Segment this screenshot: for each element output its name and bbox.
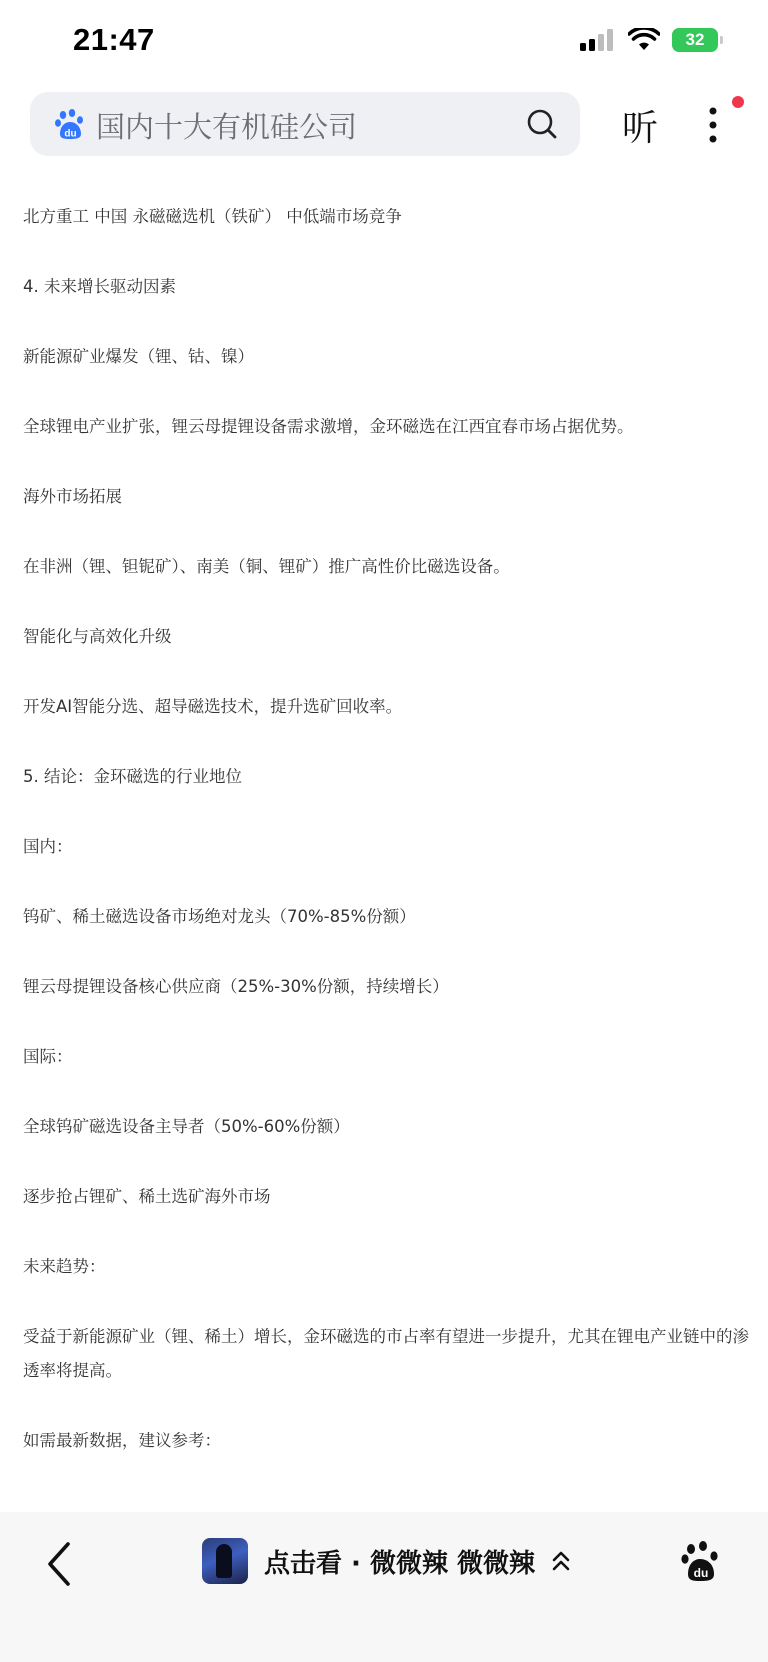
chevron-up-icon xyxy=(551,1549,571,1573)
paragraph: 北方重工 中国 永磁磁选机（铁矿） 中低端市场竞争 xyxy=(23,207,402,226)
paragraph: 钨矿、稀土磁选设备市场绝对龙头（70%-85%份额） xyxy=(23,907,416,926)
paragraph: 开发AI智能分选、超导磁选技术，提升选矿回收率。 xyxy=(23,697,403,716)
article-content xyxy=(23,200,763,1494)
section-heading: 4. 未来增长驱动因素 xyxy=(23,277,176,296)
back-arrow-icon[interactable] xyxy=(44,1540,74,1588)
paragraph: 海外市场拓展 xyxy=(23,487,122,506)
paragraph: 如需最新数据，建议参考： xyxy=(23,1431,221,1450)
cellular-signal-icon xyxy=(580,29,616,51)
search-icon[interactable] xyxy=(526,108,558,140)
paragraph: 未来趋势： xyxy=(23,1257,106,1276)
search-input[interactable] xyxy=(30,92,580,156)
svg-text:du: du xyxy=(693,1566,709,1580)
paragraph: 国内： xyxy=(23,837,73,856)
search-header xyxy=(0,92,768,158)
baidu-home-icon[interactable] xyxy=(680,1540,720,1582)
clock: 21:47 xyxy=(73,22,155,57)
paragraph: 锂云母提锂设备核心供应商（25%-30%份额，持续增长） xyxy=(23,977,449,996)
paragraph: 逐步抢占锂矿、稀土选矿海外市场 xyxy=(23,1187,271,1206)
section-heading: 5. 结论：金环磁选的行业地位 xyxy=(23,767,242,786)
paragraph: 新能源矿业爆发（锂、钴、镍） xyxy=(23,347,254,366)
wifi-icon xyxy=(628,28,660,52)
more-options-icon[interactable] xyxy=(700,104,726,146)
notification-dot xyxy=(732,96,744,108)
listen-button[interactable]: 听 xyxy=(622,108,659,149)
bottom-toolbar xyxy=(0,1512,768,1662)
paragraph: 全球钨矿磁选设备主导者（50%-60%份额） xyxy=(23,1117,350,1136)
paragraph: 国际： xyxy=(23,1047,73,1066)
status-bar xyxy=(0,0,768,90)
promo-label: 点击看 · 微微辣 微微辣 xyxy=(264,1548,536,1579)
battery-level: 32 xyxy=(685,30,705,49)
status-icons xyxy=(580,28,718,52)
paragraph: 智能化与高效化升级 xyxy=(23,627,172,646)
baidu-paw-icon xyxy=(54,108,86,140)
video-thumbnail xyxy=(202,1538,248,1584)
battery-icon xyxy=(672,28,718,52)
video-promo-button[interactable] xyxy=(202,1536,571,1586)
search-query-text: 国内十大有机硅公司 xyxy=(96,110,358,144)
paragraph: 在非洲（锂、钽铌矿）、南美（铜、锂矿）推广高性价比磁选设备。 xyxy=(23,557,510,576)
svg-text:du: du xyxy=(64,128,77,140)
paragraph: 全球锂电产业扩张，锂云母提锂设备需求激增，金环磁选在江西宜春市场占据优势。 xyxy=(23,417,634,436)
paragraph: 受益于新能源矿业（锂、稀土）增长，金环磁选的市占率有望进一步提升，尤其在锂电产业链中的渗透率将提高。 xyxy=(23,1327,749,1380)
